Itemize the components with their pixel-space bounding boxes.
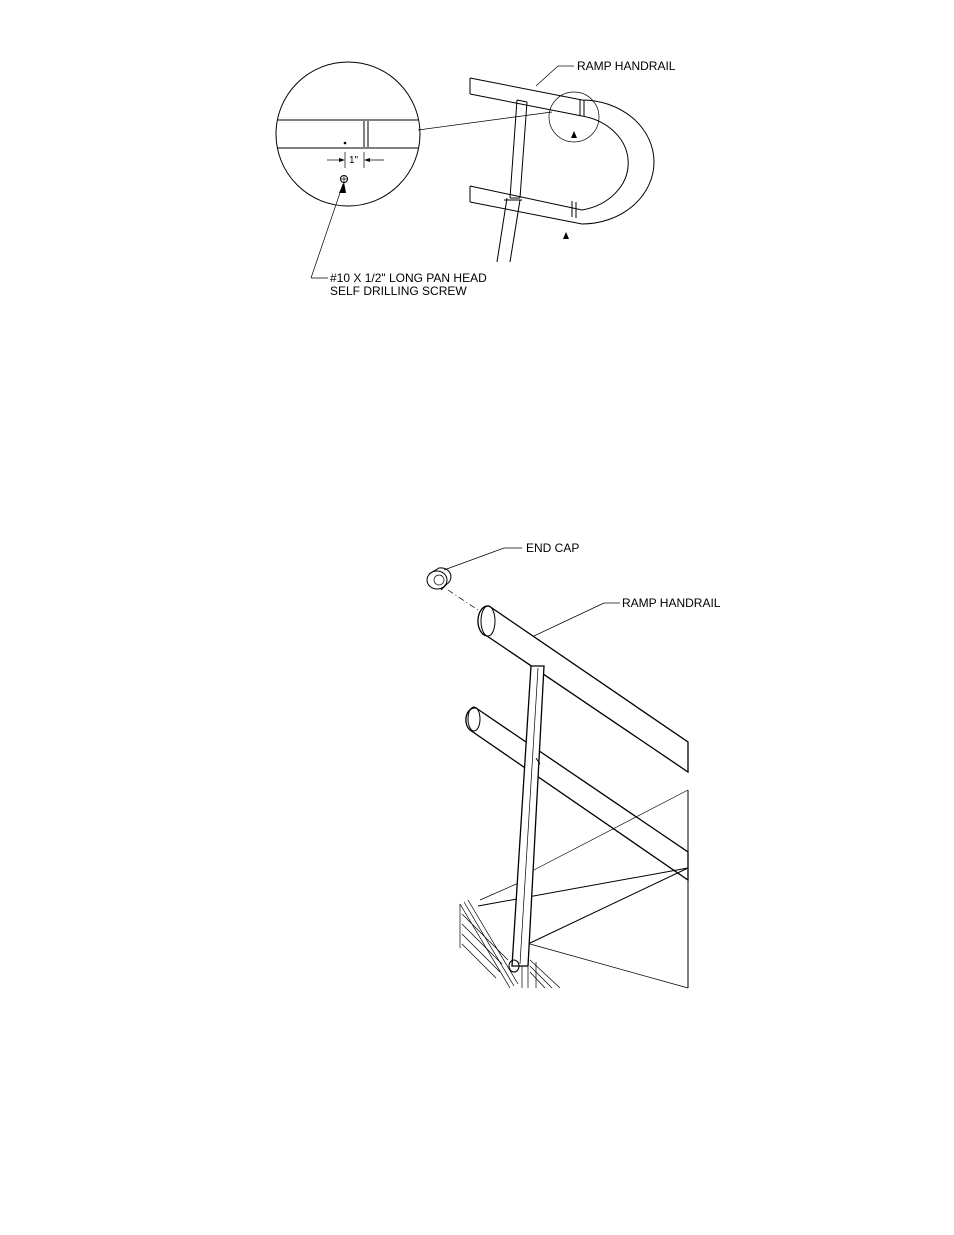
screw-icon [341, 176, 348, 183]
bottom-figure [427, 541, 721, 988]
rail-leader [536, 66, 558, 86]
screw-label-line2: SELF DRILLING SCREW [330, 284, 467, 298]
detail-circle [276, 62, 420, 278]
rail-callout-bottom: RAMP HANDRAIL [622, 596, 721, 610]
dimension-label: 1" [349, 155, 359, 166]
detail-connector [418, 112, 552, 130]
end-cap-callout: END CAP [526, 541, 580, 555]
screw-label-line1: #10 X 1/2" LONG PAN HEAD [330, 271, 487, 285]
rail-callout-top: RAMP HANDRAIL [577, 59, 676, 73]
top-figure [276, 59, 676, 298]
handrail-post [509, 666, 544, 972]
detail-circle-outline [276, 62, 420, 206]
screw-marker-icon [571, 131, 577, 138]
deck-grating [460, 900, 560, 988]
end-cap-leader [444, 548, 504, 570]
center-line [448, 590, 484, 614]
drill-mark [344, 142, 347, 145]
screw-marker-icon [563, 232, 569, 239]
end-cap-icon [427, 568, 451, 590]
handrail-plan [470, 78, 654, 262]
rail-leader-bottom [534, 603, 604, 636]
